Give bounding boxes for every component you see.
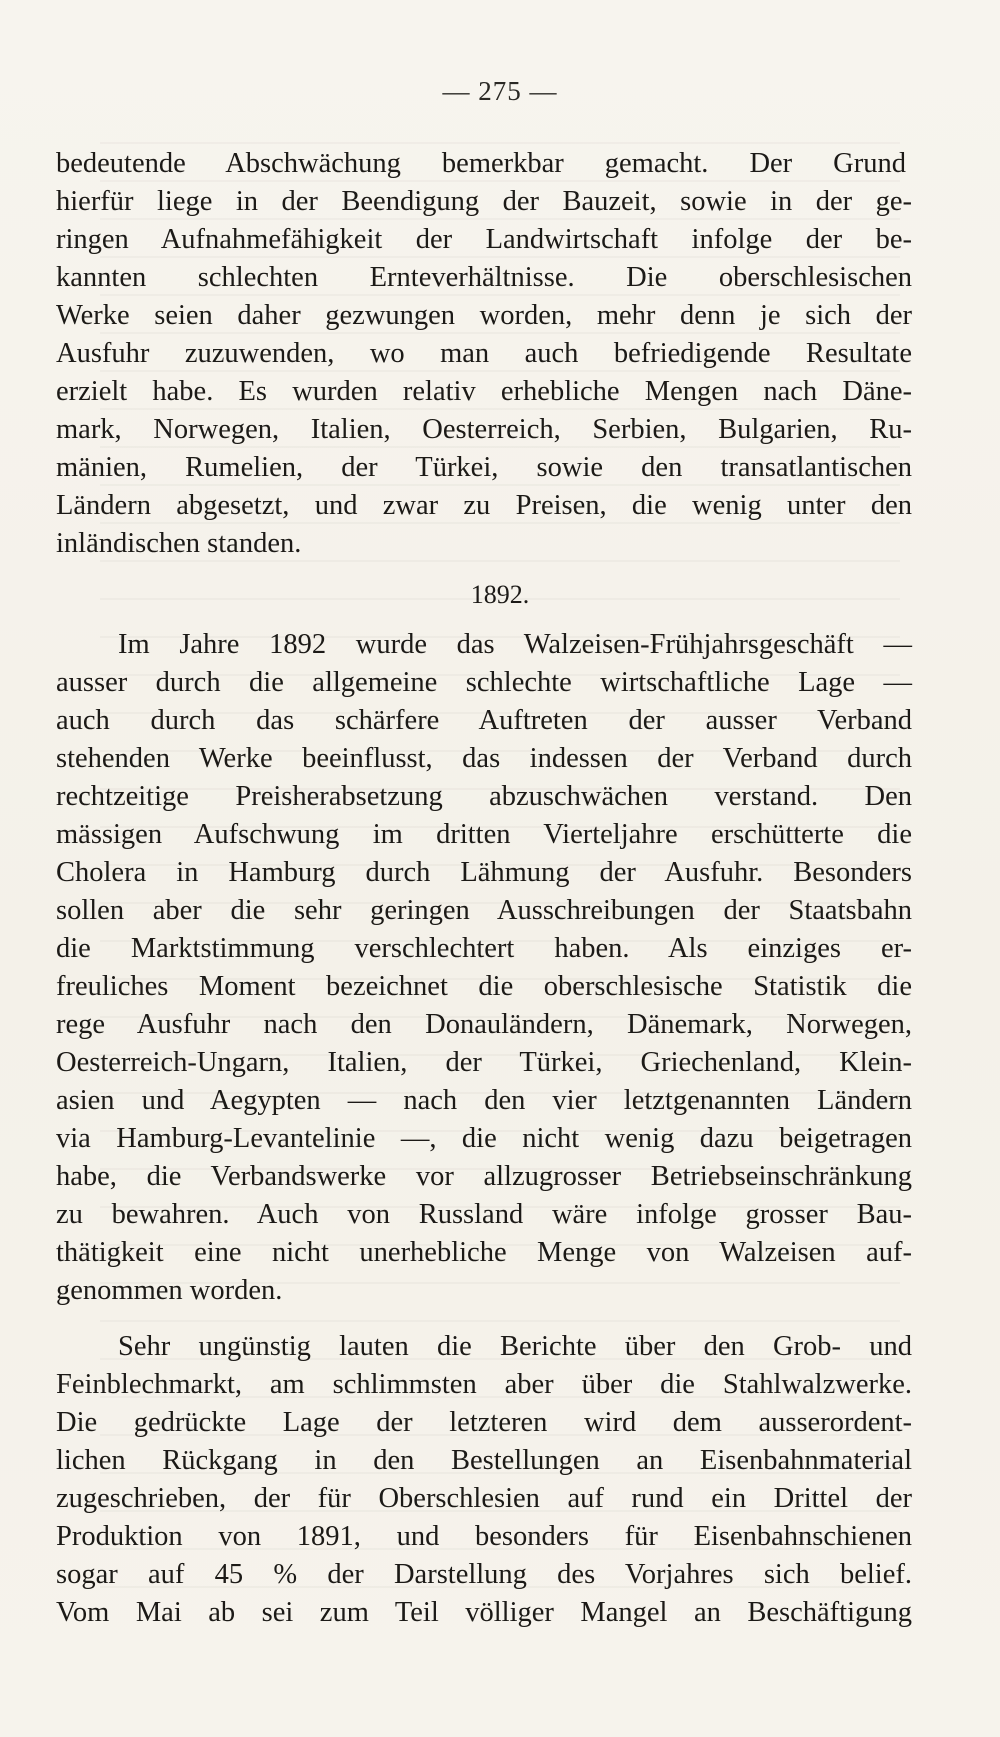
- text-line: sogar auf 45 % der Darstellung des Vorjahres sich belief.: [56, 1559, 912, 1590]
- text-line: mänien, Rumelien, der Türkei, sowie den transatlantischen: [56, 452, 912, 483]
- text-line: zu bewahren. Auch von Russland wäre infolge grosser Bau-: [56, 1199, 912, 1230]
- text-line: Im Jahre 1892 wurde das Walzeisen-Frühjahrsgeschäft —: [118, 629, 912, 660]
- text-line: Die gedrückte Lage der letzteren wird dem ausserordent-: [56, 1407, 912, 1438]
- text-line: lichen Rückgang in den Bestellungen an Eisenbahnmaterial: [56, 1445, 912, 1476]
- text-line: stehenden Werke beeinflusst, das indessen der Verband durch: [56, 743, 912, 774]
- section-heading: 1892.: [470, 580, 530, 609]
- text-line: hierfür liege in der Beendigung der Bauzeit, sowie in der ge-: [56, 186, 912, 217]
- text-line: thätigkeit eine nicht unerhebliche Menge von Walzeisen auf-: [56, 1237, 912, 1268]
- text-line: Oesterreich-Ungarn, Italien, der Türkei, Griechenland, Klein-: [56, 1047, 912, 1078]
- text-line: Produktion von 1891, und besonders für Eisenbahnschienen: [56, 1521, 912, 1552]
- text-line: erzielt habe. Es wurden relativ erhebliche Mengen nach Däne-: [56, 376, 912, 407]
- text-line: rege Ausfuhr nach den Donauländern, Dänemark, Norwegen,: [56, 1009, 912, 1040]
- text-line: ausser durch die allgemeine schlechte wirtschaftliche Lage —: [56, 667, 912, 698]
- text-line: Werke seien daher gezwungen worden, mehr denn je sich der: [56, 300, 912, 331]
- text-line: die Marktstimmung verschlechtert haben. Als einziges er-: [56, 933, 912, 964]
- text-line: rechtzeitige Preisherabsetzung abzuschwächen verstand. Den: [56, 781, 912, 812]
- text-line: inländischen standen.: [56, 528, 302, 559]
- text-line: bedeutende Abschwächung bemerkbar gemacht. Der Grund: [56, 148, 906, 179]
- text-line: asien und Aegypten — nach den vier letztgenannten Ländern: [56, 1085, 912, 1116]
- text-line: Sehr ungünstig lauten die Berichte über den Grob- und: [118, 1331, 912, 1362]
- text-line: sollen aber die sehr geringen Ausschreibungen der Staatsbahn: [56, 895, 912, 926]
- text-line: freuliches Moment bezeichnet die oberschlesische Statistik die: [56, 971, 912, 1002]
- text-line: kannten schlechten Ernteverhältnisse. Die oberschlesischen: [56, 262, 912, 293]
- text-line: Ausfuhr zuzuwenden, wo man auch befriedigende Resultate: [56, 338, 912, 369]
- text-line: Vom Mai ab sei zum Teil völliger Mangel an Beschäftigung: [56, 1597, 912, 1628]
- text-line: mässigen Aufschwung im dritten Vierteljahre erschütterte die: [56, 819, 912, 850]
- text-line: Ländern abgesetzt, und zwar zu Preisen, die wenig unter den: [56, 490, 912, 521]
- text-line: ringen Aufnahmefähigkeit der Landwirtschaft infolge der be-: [56, 224, 912, 255]
- text-line: Cholera in Hamburg durch Lähmung der Ausfuhr. Besonders: [56, 857, 912, 888]
- text-line: Feinblechmarkt, am schlimmsten aber über die Stahlwalzwerke.: [56, 1369, 912, 1400]
- text-line: genommen worden.: [56, 1275, 283, 1306]
- text-line: mark, Norwegen, Italien, Oesterreich, Serbien, Bulgarien, Ru-: [56, 414, 912, 445]
- text-line: auch durch das schärfere Auftreten der ausser Verband: [56, 705, 912, 736]
- text-line: zugeschrieben, der für Oberschlesien auf rund ein Drittel der: [56, 1483, 912, 1514]
- text-line: habe, die Verbandswerke vor allzugrosser Betriebseinschränkung: [56, 1161, 912, 1192]
- page-number: — 275 —: [442, 76, 558, 106]
- text-line: via Hamburg-Levantelinie —, die nicht wenig dazu beigetragen: [56, 1123, 912, 1154]
